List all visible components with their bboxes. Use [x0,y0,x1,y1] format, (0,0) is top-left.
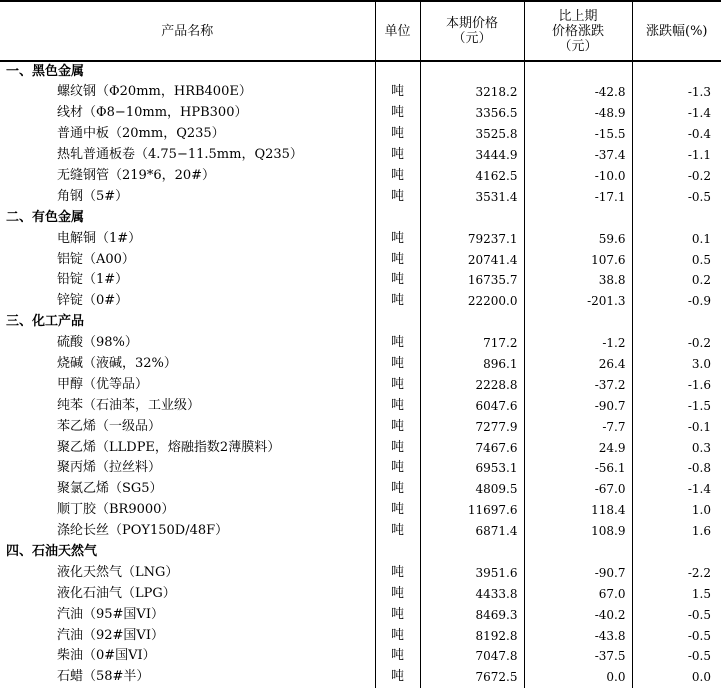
table-row [0,103,721,124]
empty-cell [375,542,420,563]
product-name-cell: 铝锭（A00） [0,249,375,270]
change-percent-cell: -0.2 [687,336,711,351]
product-name-cell: 普通中板（20mm，Q235） [0,124,375,145]
price-cell: 11697.6 [420,500,524,521]
product-name-cell: 顺丁胶（BR9000） [0,500,375,521]
change-percent-cell: 0.3 [691,440,711,455]
change-percent-cell: -1.5 [687,398,711,413]
price-change-cell: 118.4 [524,500,632,521]
section-header-row [0,542,721,563]
price-cell: 6871.4 [420,521,524,542]
unit-cell: 吨 [375,166,420,187]
price-cell: 717.2 [420,333,524,354]
price-cell: 3525.8 [420,124,524,145]
change-percent-cell: -0.9 [687,294,711,309]
price-change-cell: -90.7 [524,562,632,583]
empty-cell [420,312,524,333]
price-cell: 7047.8 [420,646,524,667]
table-row [0,333,721,354]
price-change-cell: -56.1 [524,458,632,479]
product-name-cell: 涤纶长丝（POY150D/48F） [0,521,375,542]
section-header-row [0,312,721,333]
price-change-cell: 67.0 [524,583,632,604]
empty-cell [524,207,632,228]
price-change-cell: -40.2 [524,604,632,625]
product-name-cell: 角钢（5#） [0,186,375,207]
change-percent-cell: 0.1 [691,231,711,246]
product-name-cell: 线材（Φ8−10mm，HPB300） [0,103,375,124]
price-change-cell: 38.8 [524,270,632,291]
price-cell: 8469.3 [420,604,524,625]
change-percent-cell: -0.2 [687,169,711,183]
table-row [0,625,721,646]
unit-cell: 吨 [375,500,420,521]
unit-cell: 吨 [375,145,420,166]
price-change-cell: -7.7 [524,416,632,437]
product-name-cell: 螺纹钢（Φ20mm，HRB400E） [0,82,375,103]
price-cell: 3444.9 [420,145,524,166]
change-percent-cell: -1.6 [687,377,711,392]
change-percent-cell: -1.3 [687,85,711,100]
section-title: 三、化工产品 [0,312,375,333]
price-cell: 6047.6 [420,395,524,416]
price-change-cell: -90.7 [524,395,632,416]
unit-cell: 吨 [375,395,420,416]
empty-cell [524,61,632,82]
header-current-price: 本期价格 （元） [420,1,524,61]
price-change-cell: 108.9 [524,521,632,542]
price-cell: 3951.6 [420,562,524,583]
price-cell: 3356.5 [420,103,524,124]
price-cell: 6953.1 [420,458,524,479]
price-change-cell: 59.6 [524,228,632,249]
product-name-cell: 硫酸（98%） [0,333,375,354]
empty-cell [524,542,632,563]
unit-cell: 吨 [375,521,420,542]
unit-cell: 吨 [375,228,420,249]
price-change-cell: -37.4 [524,145,632,166]
product-name-cell: 柴油（0#国VI） [0,646,375,667]
table-row [0,395,721,416]
price-change-cell: -43.8 [524,625,632,646]
product-name-cell: 无缝钢管（219*6，20#） [0,166,375,187]
product-name-cell: 电解铜（1#） [0,228,375,249]
price-change-cell: 107.6 [524,249,632,270]
change-percent-cell: -0.1 [687,419,711,434]
product-name-cell: 液化石油气（LPG） [0,583,375,604]
unit-cell: 吨 [375,583,420,604]
empty-cell [375,312,420,333]
change-percent-cell: 0.0 [691,670,711,685]
product-name-cell: 聚乙烯（LLDPE，熔融指数2薄膜料） [0,437,375,458]
table-row [0,583,721,604]
price-cell: 22200.0 [420,291,524,312]
price-change-cell: -48.9 [524,103,632,124]
price-cell: 896.1 [420,354,524,375]
price-cell: 7467.6 [420,437,524,458]
change-percent-cell: -0.4 [687,127,711,142]
unit-cell: 吨 [375,458,420,479]
change-percent-cell: -2.2 [687,565,711,580]
table-row [0,145,721,166]
price-change-cell: -1.2 [524,333,632,354]
empty-cell [632,61,721,82]
price-cell: 7672.5 [420,667,524,688]
price-cell: 3531.4 [420,186,524,207]
change-percent-cell: -0.5 [687,628,711,643]
unit-cell: 吨 [375,270,420,291]
table-row [0,458,721,479]
change-percent-cell: -0.5 [687,649,711,664]
table-row [0,166,721,187]
price-cell: 20741.4 [420,249,524,270]
product-name-cell: 甲醇（优等品） [0,374,375,395]
unit-cell: 吨 [375,333,420,354]
product-name-cell: 烧碱（液碱，32%） [0,354,375,375]
product-name-cell: 铅锭（1#） [0,270,375,291]
unit-cell: 吨 [375,604,420,625]
header-product-name: 产品名称 [0,1,375,61]
price-cell: 4433.8 [420,583,524,604]
change-percent-cell: 0.5 [691,252,711,267]
unit-cell: 吨 [375,374,420,395]
unit-cell: 吨 [375,354,420,375]
table-row [0,521,721,542]
table-row [0,562,721,583]
section-title: 四、石油天然气 [0,542,375,563]
price-change-cell: -37.5 [524,646,632,667]
empty-cell [420,61,524,82]
header-change-percent: 涨跌幅(%) [632,1,721,61]
unit-cell: 吨 [375,437,420,458]
price-change-cell: -10.0 [524,166,632,187]
product-name-cell: 聚丙烯（拉丝料） [0,458,375,479]
price-cell: 7277.9 [420,416,524,437]
table-header-row [0,1,721,61]
empty-cell [375,61,420,82]
table-row [0,270,721,291]
table-row [0,374,721,395]
price-cell: 3218.2 [420,82,524,103]
header-unit: 单位 [375,1,420,61]
section-header-row [0,61,721,82]
unit-cell: 吨 [375,416,420,437]
unit-cell: 吨 [375,82,420,103]
product-name-cell: 热轧普通板卷（4.75−11.5mm，Q235） [0,145,375,166]
change-percent-cell: 0.2 [691,273,711,288]
change-percent-cell: -0.8 [687,461,711,476]
price-change-cell: -15.5 [524,124,632,145]
price-change-cell: 0.0 [524,667,632,688]
price-cell: 8192.8 [420,625,524,646]
unit-cell: 吨 [375,186,420,207]
table-row [0,500,721,521]
section-title: 一、黑色金属 [0,61,375,82]
table-row [0,228,721,249]
price-change-cell: 26.4 [524,354,632,375]
price-cell: 4809.5 [420,479,524,500]
change-percent-cell: 1.6 [691,524,711,539]
table-row [0,291,721,312]
table-row [0,186,721,207]
table-row [0,416,721,437]
table-row [0,604,721,625]
change-percent-cell: -1.4 [687,482,711,497]
price-change-cell: -37.2 [524,374,632,395]
price-change-cell: -17.1 [524,186,632,207]
section-header-row [0,207,721,228]
price-change-cell: -67.0 [524,479,632,500]
empty-cell [632,207,721,228]
price-change-cell: 24.9 [524,437,632,458]
change-percent-cell: -1.1 [687,148,711,163]
price-cell: 4162.5 [420,166,524,187]
table-row [0,479,721,500]
product-name-cell: 聚氯乙烯（SG5） [0,479,375,500]
empty-cell [420,542,524,563]
change-percent-cell: -0.5 [687,189,711,204]
empty-cell [632,312,721,333]
table-row [0,437,721,458]
product-name-cell: 苯乙烯（一级品） [0,416,375,437]
price-cell: 16735.7 [420,270,524,291]
product-name-cell: 石蜡（58#半） [0,667,375,688]
header-price-change: 比上期 价格涨跌 （元） [524,1,632,61]
change-percent-cell: 1.0 [691,503,711,518]
empty-cell [524,312,632,333]
table-row [0,82,721,103]
product-name-cell: 汽油（92#国VI） [0,625,375,646]
table-row [0,249,721,270]
product-name-cell: 锌锭（0#） [0,291,375,312]
product-name-cell: 汽油（95#国VI） [0,604,375,625]
unit-cell: 吨 [375,249,420,270]
price-cell: 79237.1 [420,228,524,249]
unit-cell: 吨 [375,291,420,312]
empty-cell [632,542,721,563]
section-title: 二、有色金属 [0,207,375,228]
unit-cell: 吨 [375,124,420,145]
table-row [0,354,721,375]
table-row [0,646,721,667]
product-name-cell: 纯苯（石油苯，工业级） [0,395,375,416]
empty-cell [375,207,420,228]
change-percent-cell: -1.4 [687,106,711,121]
table-body [0,61,721,688]
table-row [0,667,721,688]
unit-cell: 吨 [375,562,420,583]
unit-cell: 吨 [375,103,420,124]
unit-cell: 吨 [375,646,420,667]
unit-cell: 吨 [375,667,420,688]
price-change-cell: -42.8 [524,82,632,103]
empty-cell [420,207,524,228]
unit-cell: 吨 [375,625,420,646]
price-change-cell: -201.3 [524,291,632,312]
table-row [0,124,721,145]
product-name-cell: 液化天然气（LNG） [0,562,375,583]
change-percent-cell: -0.5 [687,607,711,622]
change-percent-cell: 1.5 [691,586,711,601]
price-cell: 2228.8 [420,374,524,395]
change-percent-cell: 3.0 [691,357,711,372]
unit-cell: 吨 [375,479,420,500]
